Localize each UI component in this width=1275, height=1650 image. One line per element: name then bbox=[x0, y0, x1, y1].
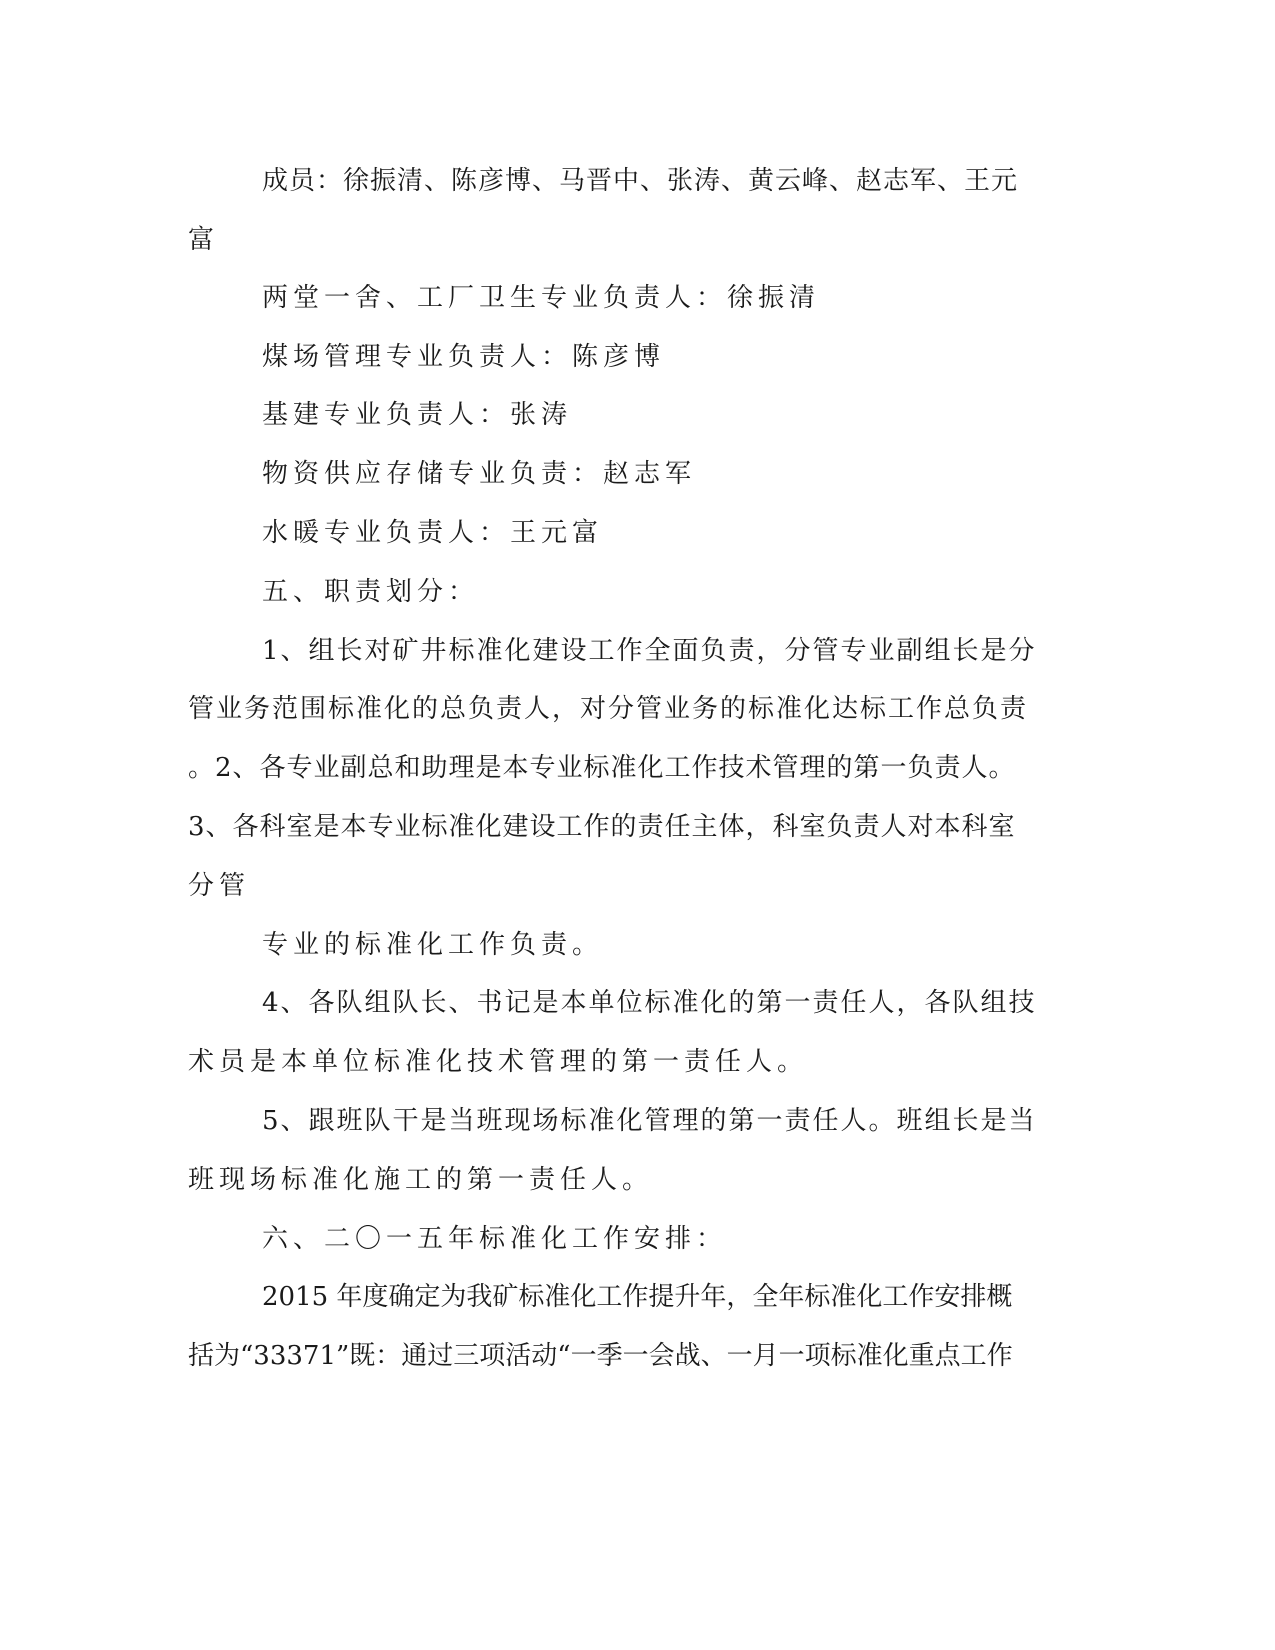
paragraph-line: 物资供应存储专业负责：赵志军 bbox=[262, 459, 697, 489]
paragraph-line: 4、各队组队长、书记是本单位标准化的第一责任人，各队组技 bbox=[262, 988, 1037, 1018]
paragraph-line: 班现场标准化施工的第一责任人。 bbox=[188, 1165, 654, 1195]
paragraph-line: 5、跟班队干是当班现场标准化管理的第一责任人。班组长是当 bbox=[262, 1106, 1037, 1136]
paragraph-line: 术员是本单位标准化技术管理的第一责任人。 bbox=[188, 1047, 809, 1077]
paragraph-line: 基建专业负责人：张涛 bbox=[262, 400, 573, 430]
paragraph-line: 。2、各专业副总和助理是本专业标准化工作技术管理的第一负责人。 bbox=[188, 753, 1016, 783]
paragraph-line: 1、组长对矿井标准化建设工作全面负责，分管专业副组长是分 bbox=[262, 636, 1037, 666]
paragraph-line: 括为“33371”既：通过三项活动“一季一会战、一月一项标准化重点工作 bbox=[188, 1341, 1013, 1371]
paragraph-line: 3、各科室是本专业标准化建设工作的责任主体，科室负责人对本科室 bbox=[188, 812, 1016, 842]
paragraph-line: 煤场管理专业负责人：陈彦博 bbox=[262, 342, 666, 372]
paragraph-line: 水暖专业负责人：王元富 bbox=[262, 518, 604, 548]
paragraph-line: 2015 年度确定为我矿标准化工作提升年，全年标准化工作安排概 bbox=[262, 1282, 1013, 1312]
paragraph-line: 成员：徐振清、陈彦博、马晋中、张涛、黄云峰、赵志军、王元 bbox=[262, 166, 1019, 196]
paragraph-line: 分管 bbox=[188, 871, 251, 901]
paragraph-line: 管业务范围标准化的总负责人，对分管业务的标准化达标工作总负责 bbox=[188, 694, 1029, 724]
section-heading: 五、职责划分： bbox=[262, 577, 480, 607]
paragraph-line: 两堂一舍、工厂卫生专业负责人：徐振清 bbox=[262, 283, 821, 313]
paragraph-line: 富 bbox=[188, 225, 220, 255]
paragraph-line: 专业的标准化工作负责。 bbox=[262, 930, 604, 960]
section-heading: 六、二〇一五年标准化工作安排： bbox=[262, 1224, 728, 1254]
